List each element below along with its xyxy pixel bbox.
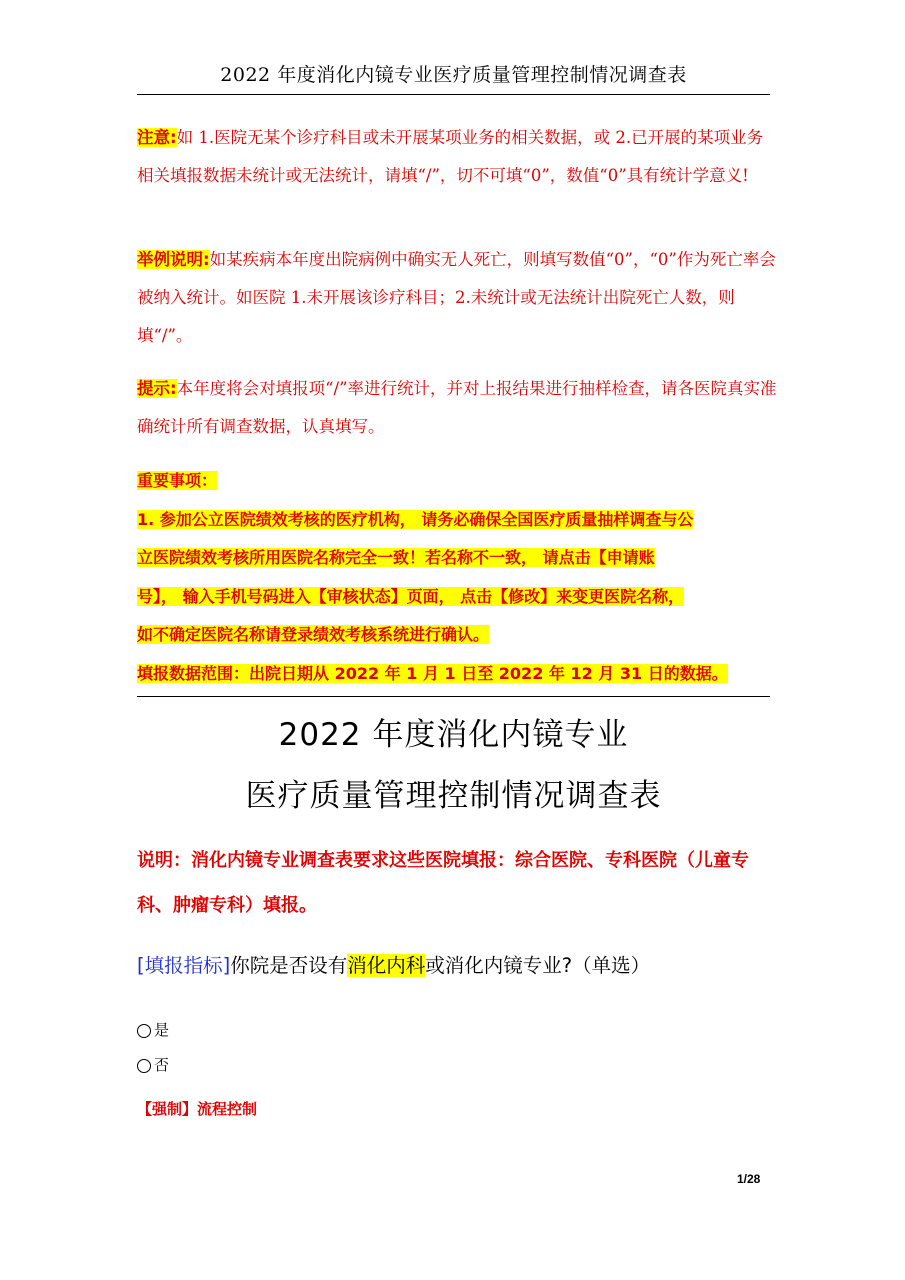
important-line-1: 1. 参加公立医院绩效考核的医疗机构， 请务必确保全国医疗质量抽样调查与公 — [137, 509, 694, 529]
main-title-line-2: 医疗质量管理控制情况调查表 — [245, 778, 662, 814]
section-divider — [137, 696, 770, 697]
option-yes-label: 是 — [154, 1021, 170, 1039]
main-title-line-1: 2022 年度消化内镜专业 — [278, 717, 629, 753]
header-divider — [137, 94, 770, 95]
page-number: 1/28 — [737, 1172, 761, 1186]
data-range: 填报数据范围：出院日期从 2022 年 1 月 1 日至 2022 年 12 月 31 日的数据。 — [137, 663, 728, 683]
important-line-2: 立医院绩效考核所用医院名称完全一致！若名称不一致， 请点击【申请账 — [137, 548, 655, 567]
forced-flow-control: 【强制】流程控制 — [137, 1100, 258, 1118]
question-text-post: 消化内镜专业?（单选） — [444, 954, 651, 977]
explanation-text: 说明：消化内镜专业调查表要求这些医院填报：综合医院、专科医院（儿童专科、肿瘤专科）填报。 — [137, 850, 749, 916]
example-label: 举例说明: — [137, 250, 210, 269]
tip-note — [137, 370, 777, 446]
option-no-label: 否 — [154, 1056, 170, 1074]
question-highlight: 消化内科 — [347, 954, 426, 977]
question-text-mid: 或 — [425, 954, 445, 977]
attention-note — [137, 119, 777, 195]
important-notice — [137, 462, 777, 693]
attention-label: 注意: — [137, 128, 177, 147]
option-no[interactable] — [137, 1048, 169, 1083]
radio-circle-icon[interactable] — [137, 1059, 151, 1073]
radio-circle-icon[interactable] — [137, 1024, 151, 1038]
tip-label: 提示: — [137, 379, 177, 398]
attention-text: 如 1.医院无某个诊疗科目或未开展某项业务的相关数据，或 2.已开展的某项业务相关填报数据未统计或无法统计，请填“/”，切不可填“0”，数值“0”具有统计学意义! — [137, 128, 764, 185]
question-text-pre: 你院是否设有 — [230, 954, 348, 977]
important-heading: 重要事项： — [137, 471, 218, 490]
option-yes[interactable] — [137, 1013, 169, 1048]
important-line-4: 如不确定医院名称请登录绩效考核系统进行确认。 — [137, 625, 490, 644]
important-line-3: 号】， 输入手机号码进入【审核状态】页面， 点击【修改】来变更医院名称， — [137, 586, 685, 606]
example-note — [137, 241, 777, 355]
example-text: 如某疾病本年度出院病例中确实无人死亡，则填写数值“0”，“0”作为死亡率会被纳入统计。如医院 1.未开展该诊疗科目；2.未统计或无法统计出院死亡人数，则填“/”。 — [137, 250, 776, 345]
radio-group — [137, 1013, 169, 1083]
tip-text: 本年度将会对填报项“/”率进行统计，并对上报结果进行抽样检查，请各医院真实准确统计所有调查数据，认真填写。 — [137, 379, 777, 436]
page-header-title: 2022 年度消化内镜专业医疗质量管理控制情况调查表 — [220, 64, 687, 86]
question — [137, 950, 777, 982]
question-tag: [填报指标] — [137, 954, 231, 977]
